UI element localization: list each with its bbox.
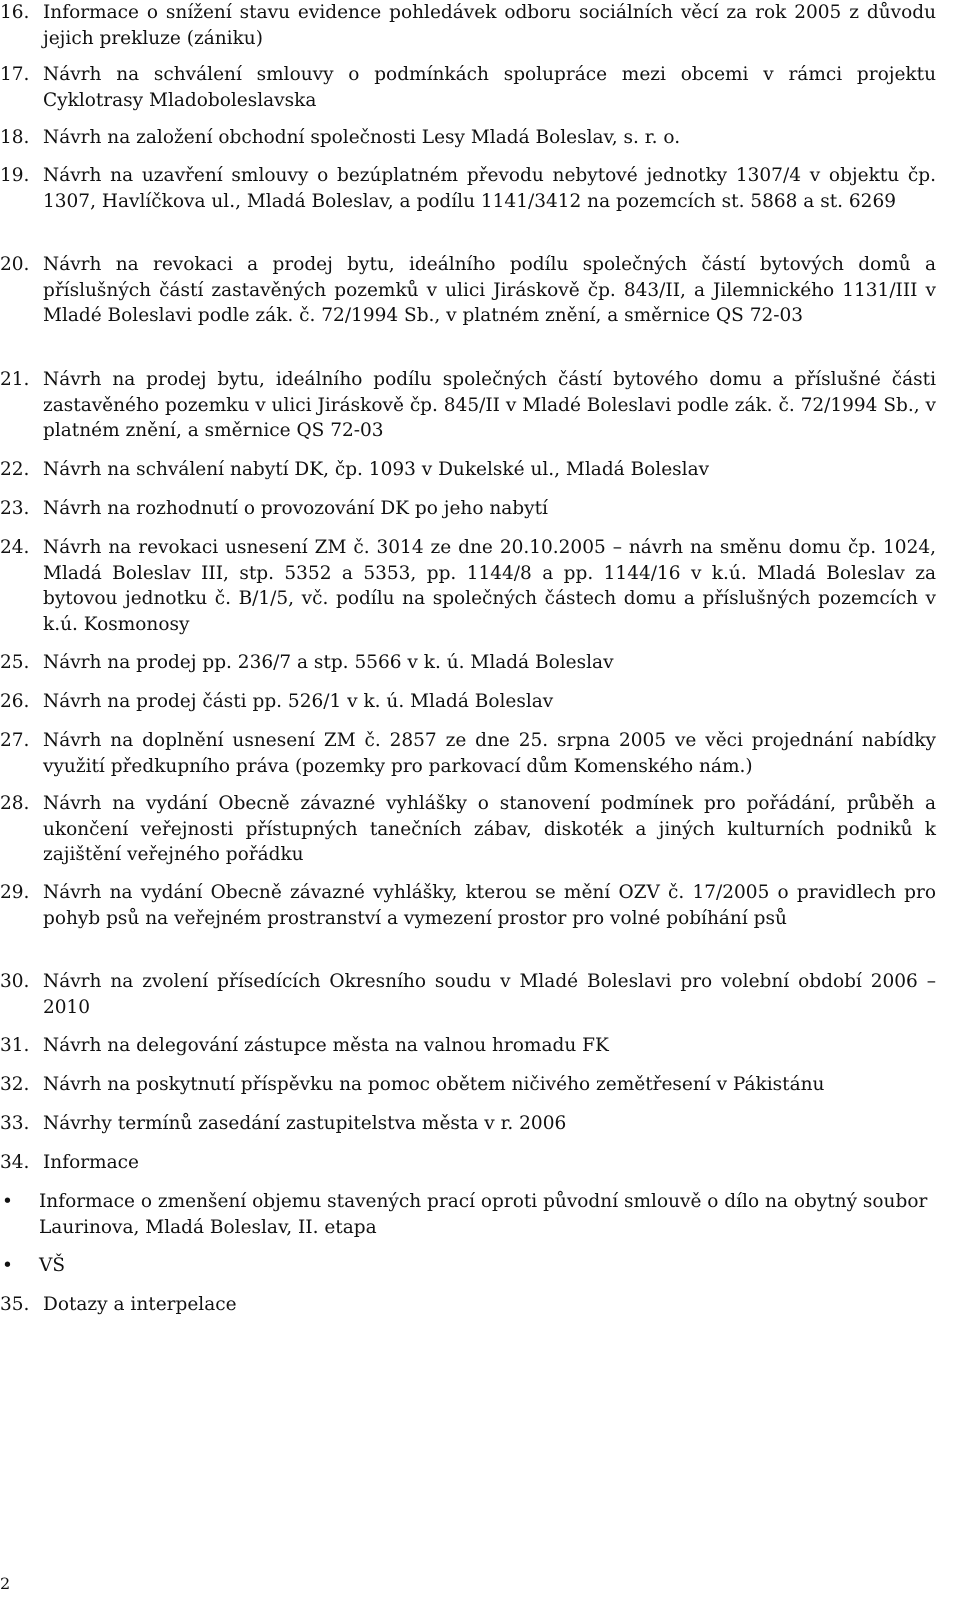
item-number: 17. — [0, 64, 30, 85]
item-text: Návrh na delegování zástupce města na valnou hromadu FK — [43, 1035, 609, 1056]
item-number: 34. — [0, 1152, 30, 1173]
item-number: 29. — [0, 882, 30, 903]
agenda-item-16 — [0, 0, 936, 51]
agenda-item-22 — [0, 457, 936, 483]
agenda-item-18 — [0, 125, 936, 151]
agenda-item-30 — [0, 969, 936, 1020]
item-text: Návrh na uzavření smlouvy o bezúplatném převodu nebytové jednotky 1307/4 v objektu čp. 1307, Havlíčkova ul., Mladá Boleslav, a podílu 1141/3412 na pozemcích st. 5868 a st. 6269 — [43, 165, 936, 212]
item-text: Návrh na rozhodnutí o provozování DK po jeho nabytí — [43, 498, 548, 519]
bullet-icon: • — [2, 1191, 13, 1212]
item-number: 27. — [0, 730, 30, 751]
item-text: Návrh na prodej bytu, ideálního podílu společných částí bytového domu a příslušné části zastavěného pozemku v ulici Jiráskově čp. 845/II v Mladé Boleslavi podle zák. č. 72/1994 Sb., v platném znění, a směrnice QS 72-03 — [43, 369, 936, 441]
agenda-item-20 — [0, 252, 936, 329]
bullet-item — [0, 1189, 936, 1240]
agenda-item-34 — [0, 1150, 936, 1176]
item-number: 31. — [0, 1035, 30, 1056]
agenda-item-27 — [0, 728, 936, 779]
item-text: Návrh na schválení nabytí DK, čp. 1093 v Dukelské ul., Mladá Boleslav — [43, 459, 710, 480]
item-number: 24. — [0, 537, 30, 558]
agenda-item-17 — [0, 62, 936, 113]
item-text: Návrh na vydání Obecně závazné vyhlášky, kterou se mění OZV č. 17/2005 o pravidlech pro pohyb psů na veřejném prostranství a vymezení prostor pro volné pobíhání psů — [43, 882, 936, 929]
agenda-item-29 — [0, 880, 936, 931]
item-number: 25. — [0, 652, 30, 673]
agenda-item-31 — [0, 1033, 936, 1059]
item-text: Návrh na prodej části pp. 526/1 v k. ú. Mladá Boleslav — [43, 691, 554, 712]
item-number: 35. — [0, 1294, 30, 1315]
item-text: Návrh na prodej pp. 236/7 a stp. 5566 v k. ú. Mladá Boleslav — [43, 652, 614, 673]
item-number: 30. — [0, 971, 30, 992]
item-number: 32. — [0, 1074, 30, 1095]
page-number: 2 — [0, 1574, 11, 1593]
item-number: 20. — [0, 254, 30, 275]
agenda-item-19 — [0, 163, 936, 214]
agenda-item-32 — [0, 1072, 936, 1098]
item-text: Informace — [43, 1152, 139, 1173]
item-text: Návrh na revokaci usnesení ZM č. 3014 ze dne 20.10.2005 – návrh na směnu domu čp. 1024, Mladá Boleslav III, stp. 5352 a 5353, pp. 1144/8 a pp. 1144/16 v k.ú. Mladá Boleslav za bytovou jednotku č. B/1/5, vč. podílu na společných částech domu a příslušných pozemcích v k.ú. Kosmonosy — [43, 537, 936, 635]
item-text: Návrh na zvolení přísedících Okresního soudu v Mladé Boleslavi pro volební období 2006 – 2010 — [43, 971, 936, 1018]
agenda-item-24 — [0, 535, 936, 637]
item-text: Návrh na poskytnutí příspěvku na pomoc obětem ničivého zemětřesení v Pákistánu — [43, 1074, 825, 1095]
item-number: 23. — [0, 498, 30, 519]
agenda-item-26 — [0, 689, 936, 715]
agenda-item-28 — [0, 791, 936, 868]
bullet-text: VŠ — [39, 1255, 66, 1276]
item-text: Návrh na založení obchodní společnosti Lesy Mladá Boleslav, s. r. o. — [43, 127, 681, 148]
item-number: 22. — [0, 459, 30, 480]
agenda-item-35 — [0, 1292, 936, 1318]
item-text: Návrhy termínů zasedání zastupitelstva města v r. 2006 — [43, 1113, 567, 1134]
item-number: 33. — [0, 1113, 30, 1134]
item-number: 21. — [0, 369, 30, 390]
item-number: 16. — [0, 2, 30, 23]
agenda-item-21 — [0, 367, 936, 444]
item-text: Dotazy a interpelace — [43, 1294, 237, 1315]
item-number: 19. — [0, 165, 30, 186]
item-text: Návrh na revokaci a prodej bytu, ideálního podílu společných částí bytových domů a příslušných částí zastavěných pozemků v ulici Jiráskově čp. 843/II, a Jilemnického 1131/III v Mladé Boleslavi podle zák. č. 72/1994 Sb., v platném znění, a směrnice QS 72-03 — [43, 254, 936, 326]
item-text: Návrh na schválení smlouvy o podmínkách spolupráce mezi obcemi v rámci projektu Cyklotrasy Mladoboleslavska — [43, 64, 936, 111]
agenda-item-23 — [0, 496, 936, 522]
bullet-item — [0, 1253, 936, 1279]
item-text: Návrh na vydání Obecně závazné vyhlášky o stanovení podmínek pro pořádání, průběh a ukončení veřejnosti přístupných tanečních zábav, diskoték a jiných kulturních podniků k zajištění veřejného pořádku — [43, 793, 936, 865]
bullet-icon: • — [2, 1255, 13, 1276]
bullet-text: Informace o zmenšení objemu stavených prací oproti původní smlouvě o dílo na obytný soubor Laurinova, Mladá Boleslav, II. etapa — [39, 1191, 928, 1238]
item-text: Informace o snížení stavu evidence pohledávek odboru sociálních věcí za rok 2005 z důvodu jejich prekluze (zániku) — [43, 2, 936, 49]
agenda-item-25 — [0, 650, 936, 676]
item-number: 18. — [0, 127, 30, 148]
item-text: Návrh na doplnění usnesení ZM č. 2857 ze dne 25. srpna 2005 ve věci projednání nabídky využití předkupního práva (pozemky pro parkovací dům Komenského nám.) — [43, 730, 936, 777]
agenda-item-33 — [0, 1111, 936, 1137]
item-number: 26. — [0, 691, 30, 712]
item-number: 28. — [0, 793, 30, 814]
